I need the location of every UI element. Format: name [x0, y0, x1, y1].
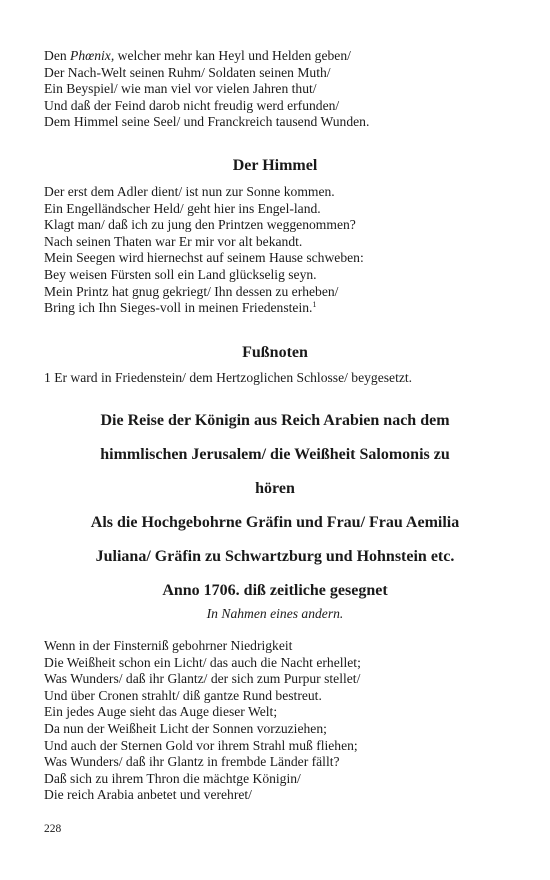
- poem-title: [30, 404, 520, 608]
- verse-line: Der Nach-Welt seinen Ruhm/ Soldaten seinen Muth/: [44, 64, 331, 80]
- verse-line: Da nun der Weißheit Licht der Sonnen vorzuziehen;: [44, 720, 327, 736]
- verse-line: Und über Cronen strahlt/ diß gantze Rund bestreut.: [44, 687, 322, 703]
- section-heading-himmel: Der Himmel: [232, 157, 318, 174]
- verse-line: Wenn in der Finsterniß gebohrner Niedrigkeit: [44, 638, 293, 653]
- verse-line: Die Weißheit schon ein Licht/ das auch die Nacht erhellet;: [44, 654, 361, 670]
- poem-body: [44, 638, 520, 804]
- title-line: Anno 1706. diß zeitliche gesegnet: [162, 582, 388, 599]
- verse-line: Bring ich Ihn Sieges-voll in meinen Friedenstein.$^1$: [44, 300, 317, 316]
- verse-line: Nach seinen Thaten war Er mir vor alt bekandt.: [44, 233, 303, 249]
- title-line: Als die Hochgebohrne Gräfin und Frau/ Frau Aemilia: [90, 514, 460, 531]
- verse-line: Und auch der Sternen Gold vor ihrem Strahl muß fliehen;: [44, 737, 358, 753]
- page-number: 228: [44, 823, 62, 835]
- stanza-himmel: [44, 184, 520, 317]
- verse-line: Daß sich zu ihrem Thron die mächtge Königin/: [44, 770, 301, 786]
- verse-line: Und daß der Feind darob nicht freudig werd erfunden/: [44, 97, 340, 113]
- verse-line: Bey weisen Fürsten soll ein Land glückselig seyn.: [44, 266, 317, 282]
- footnote-marker[interactable]: 1: [312, 300, 317, 310]
- verse-line: Mein Seegen wird hiernechst auf seinem Hause schweben:: [44, 250, 364, 266]
- verse-line: Dem Himmel seine Seel/ und Franckreich tausend Wunden.: [44, 114, 370, 130]
- verse-line: Der erst dem Adler dient/ ist nun zur Sonne kommen.: [44, 184, 335, 199]
- verse-line: Was Wunders/ daß ihr Glantz/ der sich zum Purpur stellet/: [44, 671, 361, 687]
- title-line: Juliana/ Gräfin zu Schwartzburg und Hohnstein etc.: [95, 548, 455, 565]
- verse-line: Die reich Arabia anbetet und verehret/: [44, 787, 252, 803]
- title-line: hören: [255, 480, 295, 497]
- title-line: Die Reise der Königin aus Reich Arabien nach dem: [100, 412, 450, 429]
- italic-word: Phœnix,: [70, 48, 115, 63]
- verse-line: Den Phœnix, welcher mehr kan Heyl und Helden geben/: [44, 48, 351, 63]
- verse-line: Klagt man/ daß ich zu jung den Printzen weggenommen?: [44, 217, 356, 233]
- stanza-ending: [44, 48, 520, 131]
- poem-subtitle: In Nahmen eines andern.: [206, 606, 344, 621]
- verse-line: Ein jedes Auge sieht das Auge dieser Welt;: [44, 704, 278, 720]
- verse-line: Was Wunders/ daß ihr Glantz in frembde Länder fällt?: [44, 754, 340, 770]
- section-heading-footnotes: Fußnoten: [242, 344, 308, 361]
- footnote-item: 1 Er ward in Friedenstein/ dem Hertzoglichen Schlosse/ beygesetzt.: [44, 370, 413, 385]
- verse-line: Mein Printz hat gnug gekriegt/ Ihn dessen zu erheben/: [44, 283, 339, 299]
- verse-line: Ein Beyspiel/ wie man viel vor vielen Jahren thut/: [44, 81, 317, 97]
- title-line: himmlischen Jerusalem/ die Weißheit Salomonis zu: [100, 446, 450, 463]
- verse-line: Ein Engelländscher Held/ geht hier ins Engel-land.: [44, 200, 321, 216]
